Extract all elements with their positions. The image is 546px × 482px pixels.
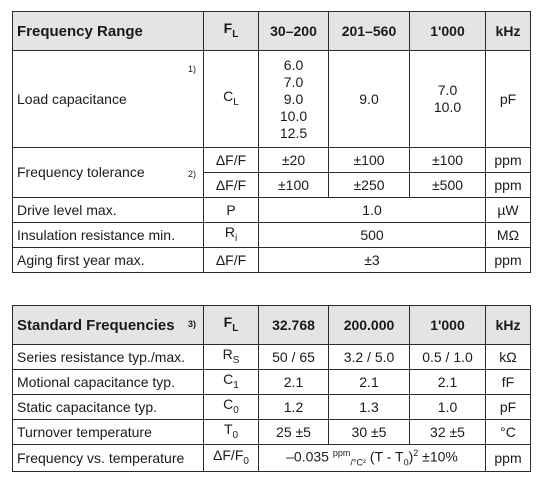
- param-series-resistance: Series resistance typ./max.: [13, 345, 204, 370]
- footnote-ref: 3): [187, 319, 196, 329]
- value-cell: 2.1: [329, 370, 410, 395]
- value-cell: 3.2 / 5.0: [329, 345, 410, 370]
- value-cell: ±3: [259, 248, 486, 273]
- header-col3: 1'000: [410, 306, 486, 345]
- value-cell: 0.5 / 1.0: [410, 345, 486, 370]
- unit-cell: ppm: [486, 173, 531, 198]
- value-cell: 1.0: [410, 395, 486, 420]
- header-unit: kHz: [486, 12, 531, 51]
- table-row: [13, 370, 531, 395]
- table-row: [13, 198, 531, 223]
- value-cell: ±100: [329, 148, 410, 173]
- unit-cell: pF: [486, 51, 531, 148]
- value-cell: 50 / 65: [259, 345, 329, 370]
- load-cap-col3: 7.0 10.0: [410, 51, 486, 148]
- value-cell: ±100: [259, 173, 329, 198]
- unit-cell: ppm: [486, 445, 531, 472]
- footnote-ref: 2): [187, 169, 196, 179]
- unit-cell: ppm: [486, 248, 531, 273]
- value-cell: 1.3: [329, 395, 410, 420]
- value-cell: 1.0: [259, 198, 486, 223]
- header-standard-frequencies: Standard Frequencies 3): [13, 306, 204, 345]
- symbol-cell: $C_0$: [204, 395, 259, 420]
- header-unit: kHz: [486, 306, 531, 345]
- table-row: [13, 223, 531, 248]
- table-row: [13, 445, 531, 472]
- value-cell: 30 ±5: [329, 420, 410, 445]
- footnote-ref: 1): [187, 64, 196, 74]
- unit-cell: ppm: [486, 148, 531, 173]
- symbol-cell: ΔF/F: [204, 173, 259, 198]
- param-frequency-vs-temperature: Frequency vs. temperature: [13, 445, 204, 472]
- unit-cell: °C: [486, 420, 531, 445]
- header-col2: 201–560: [329, 12, 410, 51]
- header-col2: 200.000: [329, 306, 410, 345]
- symbol-cell: $C_L$: [204, 51, 259, 148]
- load-cap-col1: 6.0 7.0 9.0 10.0 12.5: [259, 51, 329, 148]
- param-turnover-temperature: Turnover temperature: [13, 420, 204, 445]
- header-frequency-range: Frequency Range: [13, 12, 204, 51]
- symbol-cell: P: [204, 198, 259, 223]
- unit-cell: MΩ: [486, 223, 531, 248]
- formula-cell: –0.035 $^{ppm}_{/^\circ C^2}$ $(T - T_0)^2 \pm 10\%$: [259, 445, 486, 472]
- value-cell: 2.1: [410, 370, 486, 395]
- table-header-row: [13, 12, 531, 51]
- load-cap-col2: 9.0: [329, 51, 410, 148]
- value-cell: 2.1: [259, 370, 329, 395]
- param-motional-capacitance: Motional capacitance typ.: [13, 370, 204, 395]
- param-insulation-resistance: Insulation resistance min.: [13, 223, 204, 248]
- table-row: [13, 345, 531, 370]
- header-symbol: $F_L$: [204, 12, 259, 51]
- param-drive-level: Drive level max.: [13, 198, 204, 223]
- value-cell: 1.2: [259, 395, 329, 420]
- table-row: [13, 395, 531, 420]
- specifications-table: [12, 11, 531, 273]
- value-cell: 25 ±5: [259, 420, 329, 445]
- symbol-cell: $R_S$: [204, 345, 259, 370]
- table-row: [13, 51, 531, 148]
- value-cell: 32 ±5: [410, 420, 486, 445]
- symbol-cell: $\Delta F/F_0$: [204, 445, 259, 472]
- unit-cell: kΩ: [486, 345, 531, 370]
- table-header-row: [13, 306, 531, 345]
- unit-cell: fF: [486, 370, 531, 395]
- standard-frequencies-table: [12, 305, 531, 472]
- symbol-cell: $R_i$: [204, 223, 259, 248]
- header-symbol: $F_L$: [204, 306, 259, 345]
- value-cell: ±250: [329, 173, 410, 198]
- table-row: [13, 148, 531, 173]
- param-frequency-tolerance: Frequency tolerance 2): [13, 148, 204, 198]
- symbol-cell: $C_1$: [204, 370, 259, 395]
- symbol-cell: ΔF/F: [204, 148, 259, 173]
- param-aging: Aging first year max.: [13, 248, 204, 273]
- header-col1: 30–200: [259, 12, 329, 51]
- value-cell: ±500: [410, 173, 486, 198]
- unit-cell: pF: [486, 395, 531, 420]
- table-row: [13, 248, 531, 273]
- value-cell: 500: [259, 223, 486, 248]
- header-col1: 32.768: [259, 306, 329, 345]
- table-row: [13, 420, 531, 445]
- value-cell: ±100: [410, 148, 486, 173]
- param-load-capacitance: Load capacitance 1): [13, 51, 204, 148]
- param-static-capacitance: Static capacitance typ.: [13, 395, 204, 420]
- header-col3: 1'000: [410, 12, 486, 51]
- unit-cell: µW: [486, 198, 531, 223]
- symbol-cell: ΔF/F: [204, 248, 259, 273]
- value-cell: ±20: [259, 148, 329, 173]
- symbol-cell: $T_0$: [204, 420, 259, 445]
